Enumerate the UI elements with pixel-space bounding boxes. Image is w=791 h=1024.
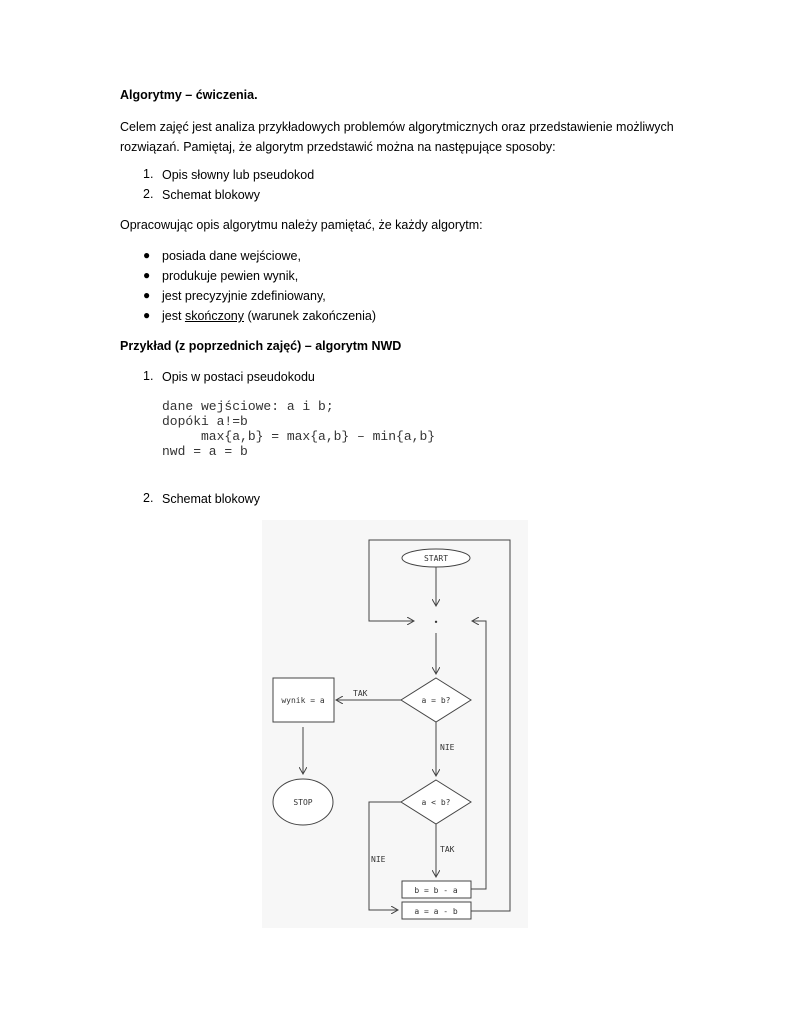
step-number-2: 2. [143,491,154,505]
cond2-yes-label: TAK [440,845,455,854]
flowchart-svg [262,520,528,928]
method-item-2: Schemat blokowy [162,188,260,202]
bullet-item-4-suffix: (warunek zakończenia) [244,309,377,323]
cond1-no-label: NIE [440,743,455,752]
loop-line-outer [369,540,510,911]
operation-b-label: b = b - a [414,886,458,895]
method-item-1: Opis słowny lub pseudokod [162,168,315,182]
cond1-label: a = b? [421,696,451,705]
bullet-item-4 [162,308,376,324]
junction-dot: • [433,618,439,627]
result-label: wynik = a [281,696,325,705]
bullet-icon: ● [143,248,151,262]
pseudocode-line-1: dane wejściowe: a i b; [162,399,334,414]
bullet-item-2: produkuje pewien wynik, [162,269,299,283]
method-number-1: 1. [143,167,154,181]
cond2-label: a < b? [421,798,451,807]
cond1-yes-label: TAK [353,689,368,698]
pseudocode-line-4: nwd = a = b [162,444,248,459]
start-label: START [423,554,449,563]
step-label-1: Opis w postaci pseudokodu [162,370,315,384]
requirement-intro: Opracowując opis algorytmu należy pamiętać, że każdy algorytm: [120,218,483,232]
example-heading: Przykład (z poprzednich zajęć) – algorytm NWD [120,339,402,353]
pseudocode-line-2: dopóki a!=b [162,414,248,429]
page-title: Algorytmy – ćwiczenia. [120,88,258,102]
intro-paragraph: Celem zajęć jest analiza przykładowych problemów algorytmicznych oraz przedstawienie możliwych rozwiązań. Pamiętaj, że algorytm przedstawić można na następujące sposoby: [120,120,674,154]
bullet-item-3: jest precyzyjnie zdefiniowany, [162,289,326,303]
pseudocode-line-3: max{a,b} = max{a,b} – min{a,b} [162,429,436,444]
loop-line-inner [471,621,486,889]
bullet-item-4-prefix: jest [162,309,185,323]
bullet-icon: ● [143,268,151,282]
step-number-1: 1. [143,369,154,383]
bullet-icon: ● [143,308,151,322]
step-label-2: Schemat blokowy [162,492,260,506]
stop-label: STOP [293,798,313,807]
flowchart [262,520,528,928]
method-number-2: 2. [143,187,154,201]
underlined-word: skończony [184,309,244,323]
operation-a-label: a = a - b [414,907,458,916]
bullet-item-1: posiada dane wejściowe, [162,249,301,263]
bullet-icon: ● [143,288,151,302]
cond2-no-label: NIE [371,855,386,864]
